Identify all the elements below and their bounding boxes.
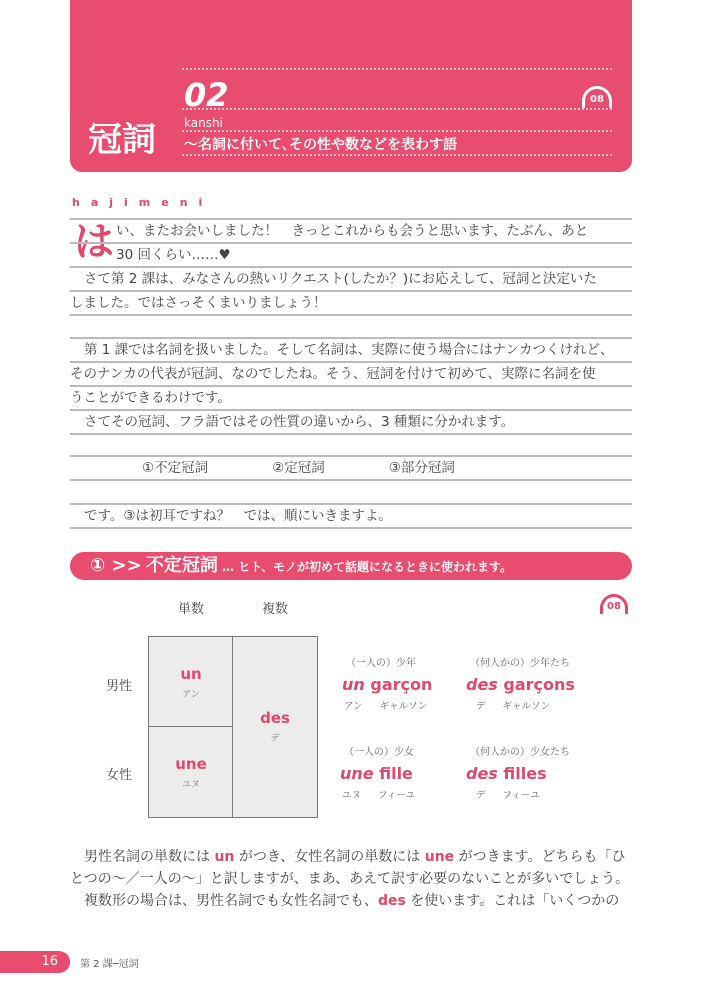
pronunciation: デ フィーユ xyxy=(476,790,540,801)
section-description: … ヒト、モノが初めて話題になるときに使われます。 xyxy=(222,560,513,574)
divider xyxy=(182,130,612,132)
gloss: （何人かの）少女たち xyxy=(470,747,570,758)
running-footer: 第 2 課─冠詞 xyxy=(80,959,139,970)
body-block-2 xyxy=(70,337,632,435)
row-feminine: 女性 xyxy=(106,768,133,783)
gloss: （一人の）少女 xyxy=(344,747,414,758)
type-definite: ②定冠詞 xyxy=(272,460,325,476)
body-block-3 xyxy=(70,455,632,529)
text-line: 男性名詞の単数には un がつき、女性名詞の単数には une がつきます。どちらも「ひ xyxy=(84,849,626,865)
article: des xyxy=(466,675,498,694)
text-line: うことができるわけです。 xyxy=(70,387,632,411)
text-line: そのナンカの代表が冠詞、なのでしたね。そう、冠詞を付けて初めて、実際に名詞を使 xyxy=(70,363,632,387)
example-un-garcon xyxy=(342,654,482,712)
article: des xyxy=(466,764,498,783)
explanation-paragraph xyxy=(70,846,632,912)
drop-cap: は xyxy=(74,219,114,265)
lesson-number: 02 xyxy=(184,76,229,114)
article: un xyxy=(342,675,365,694)
headphones-track-icon[interactable]: 08 xyxy=(582,86,612,108)
cell-fem-singular xyxy=(148,726,234,818)
pronunciation: ユヌ フィーユ xyxy=(342,790,416,801)
divider xyxy=(182,68,612,70)
section-number: ① >> xyxy=(90,555,142,576)
pronunciation: アン xyxy=(182,690,200,700)
divider xyxy=(182,154,612,156)
chapter-header xyxy=(70,0,632,172)
section-banner xyxy=(70,552,632,580)
example-des-filles xyxy=(466,743,606,801)
article: un xyxy=(180,665,202,683)
example-des-garcons xyxy=(466,654,606,712)
text-line: 第 1 課では名詞を扱いました。そして名詞は、実際に使う場合にはナンカつくけれど、 xyxy=(70,339,632,363)
col-singular: 単数 xyxy=(178,602,205,617)
headphones-track-icon[interactable]: 08 xyxy=(600,594,628,614)
type-partitive: ③部分冠詞 xyxy=(388,460,455,476)
text-line: さてその冠詞、フラ語ではその性質の違いから、3 種類に分かれます。 xyxy=(70,411,632,435)
text-line: い、またお会いしました！ きっとこれからも会うと思います、たぶん、あと xyxy=(70,220,632,244)
row-masculine: 男性 xyxy=(106,679,133,694)
intro-label: hajimeni xyxy=(72,196,214,209)
col-plural: 複数 xyxy=(262,602,289,617)
noun: garçon xyxy=(370,675,433,694)
text-line: 30 回くらい……♥ xyxy=(70,244,632,268)
text-line: とつの～／一人の～」と訳しますが、まあ、あえて訳す必要のないことが多いでしょう。 xyxy=(70,871,630,887)
chapter-title: 冠詞 xyxy=(88,120,156,160)
divider xyxy=(182,108,612,110)
gloss: （何人かの）少年たち xyxy=(470,658,570,669)
section-title: 不定冠詞 xyxy=(145,555,218,576)
text-line: さて第 2 課は、みなさんの熱いリクエスト(したか？)にお応えして、冠詞と決定いた xyxy=(70,268,632,292)
type-indefinite: ①不定冠詞 xyxy=(142,460,209,476)
intro-text xyxy=(70,218,632,316)
article: des xyxy=(260,709,290,727)
noun: garçons xyxy=(503,675,575,694)
example-une-fille xyxy=(340,743,480,801)
cell-masc-singular xyxy=(148,636,234,728)
pronunciation: デ xyxy=(270,734,280,744)
pronunciation: ユヌ xyxy=(181,780,200,790)
article: une xyxy=(340,764,374,783)
noun: filles xyxy=(503,764,547,783)
pronunciation: アン ギャルソン xyxy=(344,701,428,712)
cell-plural xyxy=(232,636,318,818)
article: une xyxy=(175,755,207,773)
text-line: 複数形の場合は、男性名詞でも女性名詞でも、des を使います。これは「いくつかの xyxy=(84,893,620,909)
text-line: です。③は初耳ですね？ では、順にいきますよ。 xyxy=(70,505,632,529)
text-line: しました。ではさっそくまいりましょう！ xyxy=(70,292,632,316)
noun: fille xyxy=(379,764,413,783)
chapter-subtitle: ～名詞に付いて､その性や数などを表わす語 xyxy=(184,137,457,153)
page-number: 16 xyxy=(0,951,70,973)
pronunciation: デ ギャルソン xyxy=(476,701,551,712)
romaji: kanshi xyxy=(184,116,223,130)
gloss: （一人の）少年 xyxy=(346,658,416,669)
article-types-line xyxy=(70,457,632,481)
